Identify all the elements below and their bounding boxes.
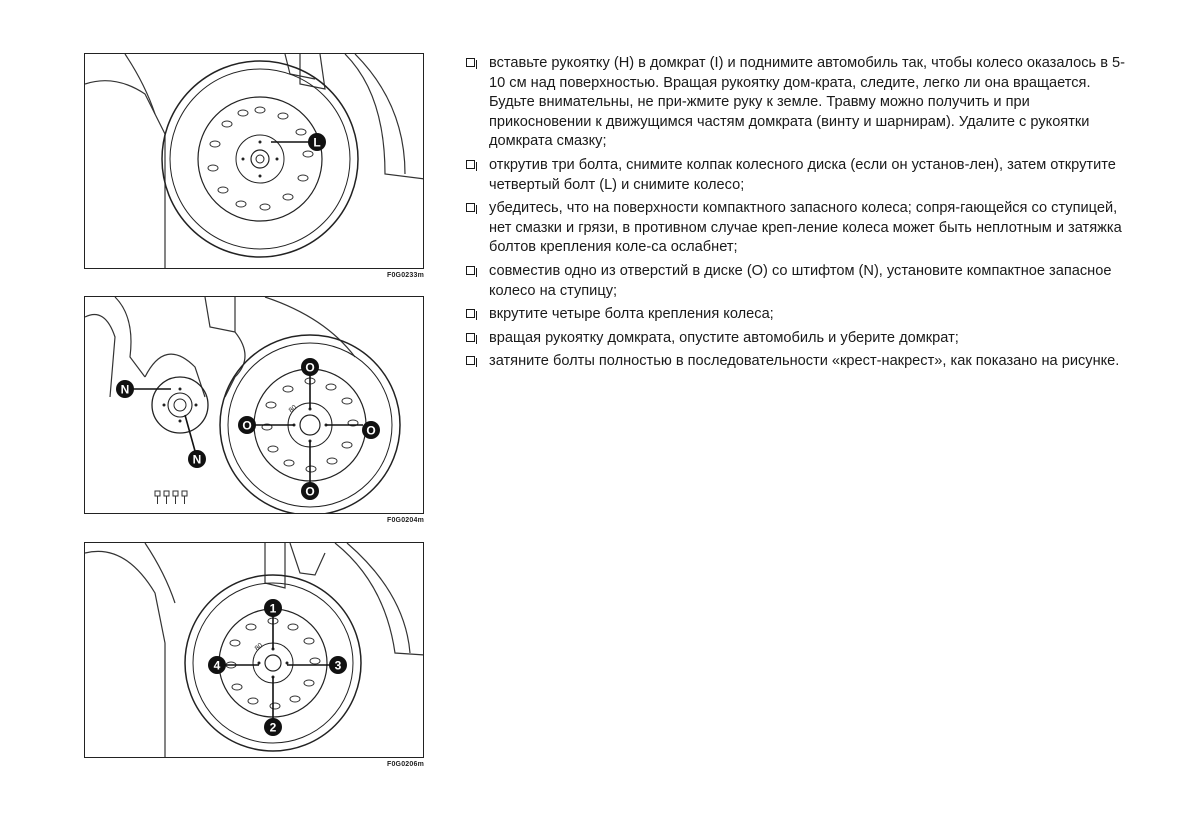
- list-item: [466, 352, 1126, 372]
- checkbox-bullet-icon: [466, 160, 475, 169]
- steps-list: [466, 54, 1126, 372]
- callout-N-label: N: [192, 452, 202, 467]
- callout-O-label: O: [366, 423, 376, 438]
- checkbox-bullet-icon: [466, 203, 475, 212]
- step-text: вращая рукоятку домкрата, опустите автомобиль и уберите домкрат;: [489, 329, 959, 346]
- checkbox-bullet-icon: [466, 58, 475, 67]
- wheel-illustration: [85, 54, 424, 269]
- list-item: [466, 329, 1126, 349]
- figure-mount-spare: [84, 296, 424, 514]
- step-text: открутив три болта, снимите колпак колесного диска (если он установ-лен), затем открутите четвертый болт (L) и снимите колесо;: [489, 156, 1116, 193]
- figure-code: F0G0204m: [386, 517, 424, 524]
- instructions: [466, 54, 1126, 376]
- callout-O-label: O: [305, 360, 315, 375]
- checkbox-bullet-icon: [466, 309, 475, 318]
- step-text: затяните болты полностью в последовательности «крест-накрест», как показано на рисунке.: [489, 353, 1120, 370]
- step-text: вкрутите четыре болта крепления колеса;: [489, 306, 774, 323]
- figure-remove-wheel: [84, 53, 424, 269]
- callout-3-label: 3: [334, 658, 342, 673]
- callout-2-label: 2: [269, 720, 277, 735]
- list-item: [466, 156, 1126, 195]
- callout-N-label: N: [120, 382, 130, 397]
- rim-marking: 80: [253, 642, 265, 653]
- checkbox-bullet-icon: [466, 333, 475, 342]
- callout-4-label: 4: [213, 658, 221, 673]
- step-text: вставьте рукоятку (H) в домкрат (I) и поднимите автомобиль так, чтобы колесо оказалось в 5-10 см над поверхностью. Вращая рукоятку дом-крата, следите, легко ли она вращается. Будьте внимательны, не при-жмите руку к земле. Травму можно получить и при прикосновении к движущимся частям домкрата (винту и шарнирам). Удалите с рукоятки домкрата смазку;: [489, 55, 1126, 150]
- step-text: совместив одно из отверстий в диске (O) со штифтом (N), установите компактное запасное колесо на ступицу;: [489, 262, 1112, 299]
- tightening-order-illustration: [85, 543, 424, 758]
- callout-1-label: 1: [269, 601, 277, 616]
- rim-marking: 80: [287, 404, 299, 415]
- list-item: [466, 262, 1126, 301]
- bolts-icon: [155, 491, 187, 504]
- list-item: [466, 199, 1126, 258]
- figure-tighten-sequence: [84, 542, 424, 758]
- figure-code: F0G0233m: [386, 272, 424, 279]
- list-item: [466, 54, 1126, 152]
- step-text: убедитесь, что на поверхности компактного запасного колеса; сопря-гающейся со ступицей, нет смазки и грязи, в противном случае креп-ление колеса может быть неплотным и затяжка болтов крепления коле-са ослабнет;: [489, 200, 1122, 256]
- callout-L-label: L: [313, 135, 321, 150]
- callout-O-label: O: [242, 418, 252, 433]
- checkbox-bullet-icon: [466, 356, 475, 365]
- callout-O-label: O: [305, 484, 315, 499]
- list-item: [466, 305, 1126, 325]
- figure-code: F0G0206m: [386, 761, 424, 768]
- checkbox-bullet-icon: [466, 266, 475, 275]
- hub-and-spare-illustration: [85, 297, 424, 514]
